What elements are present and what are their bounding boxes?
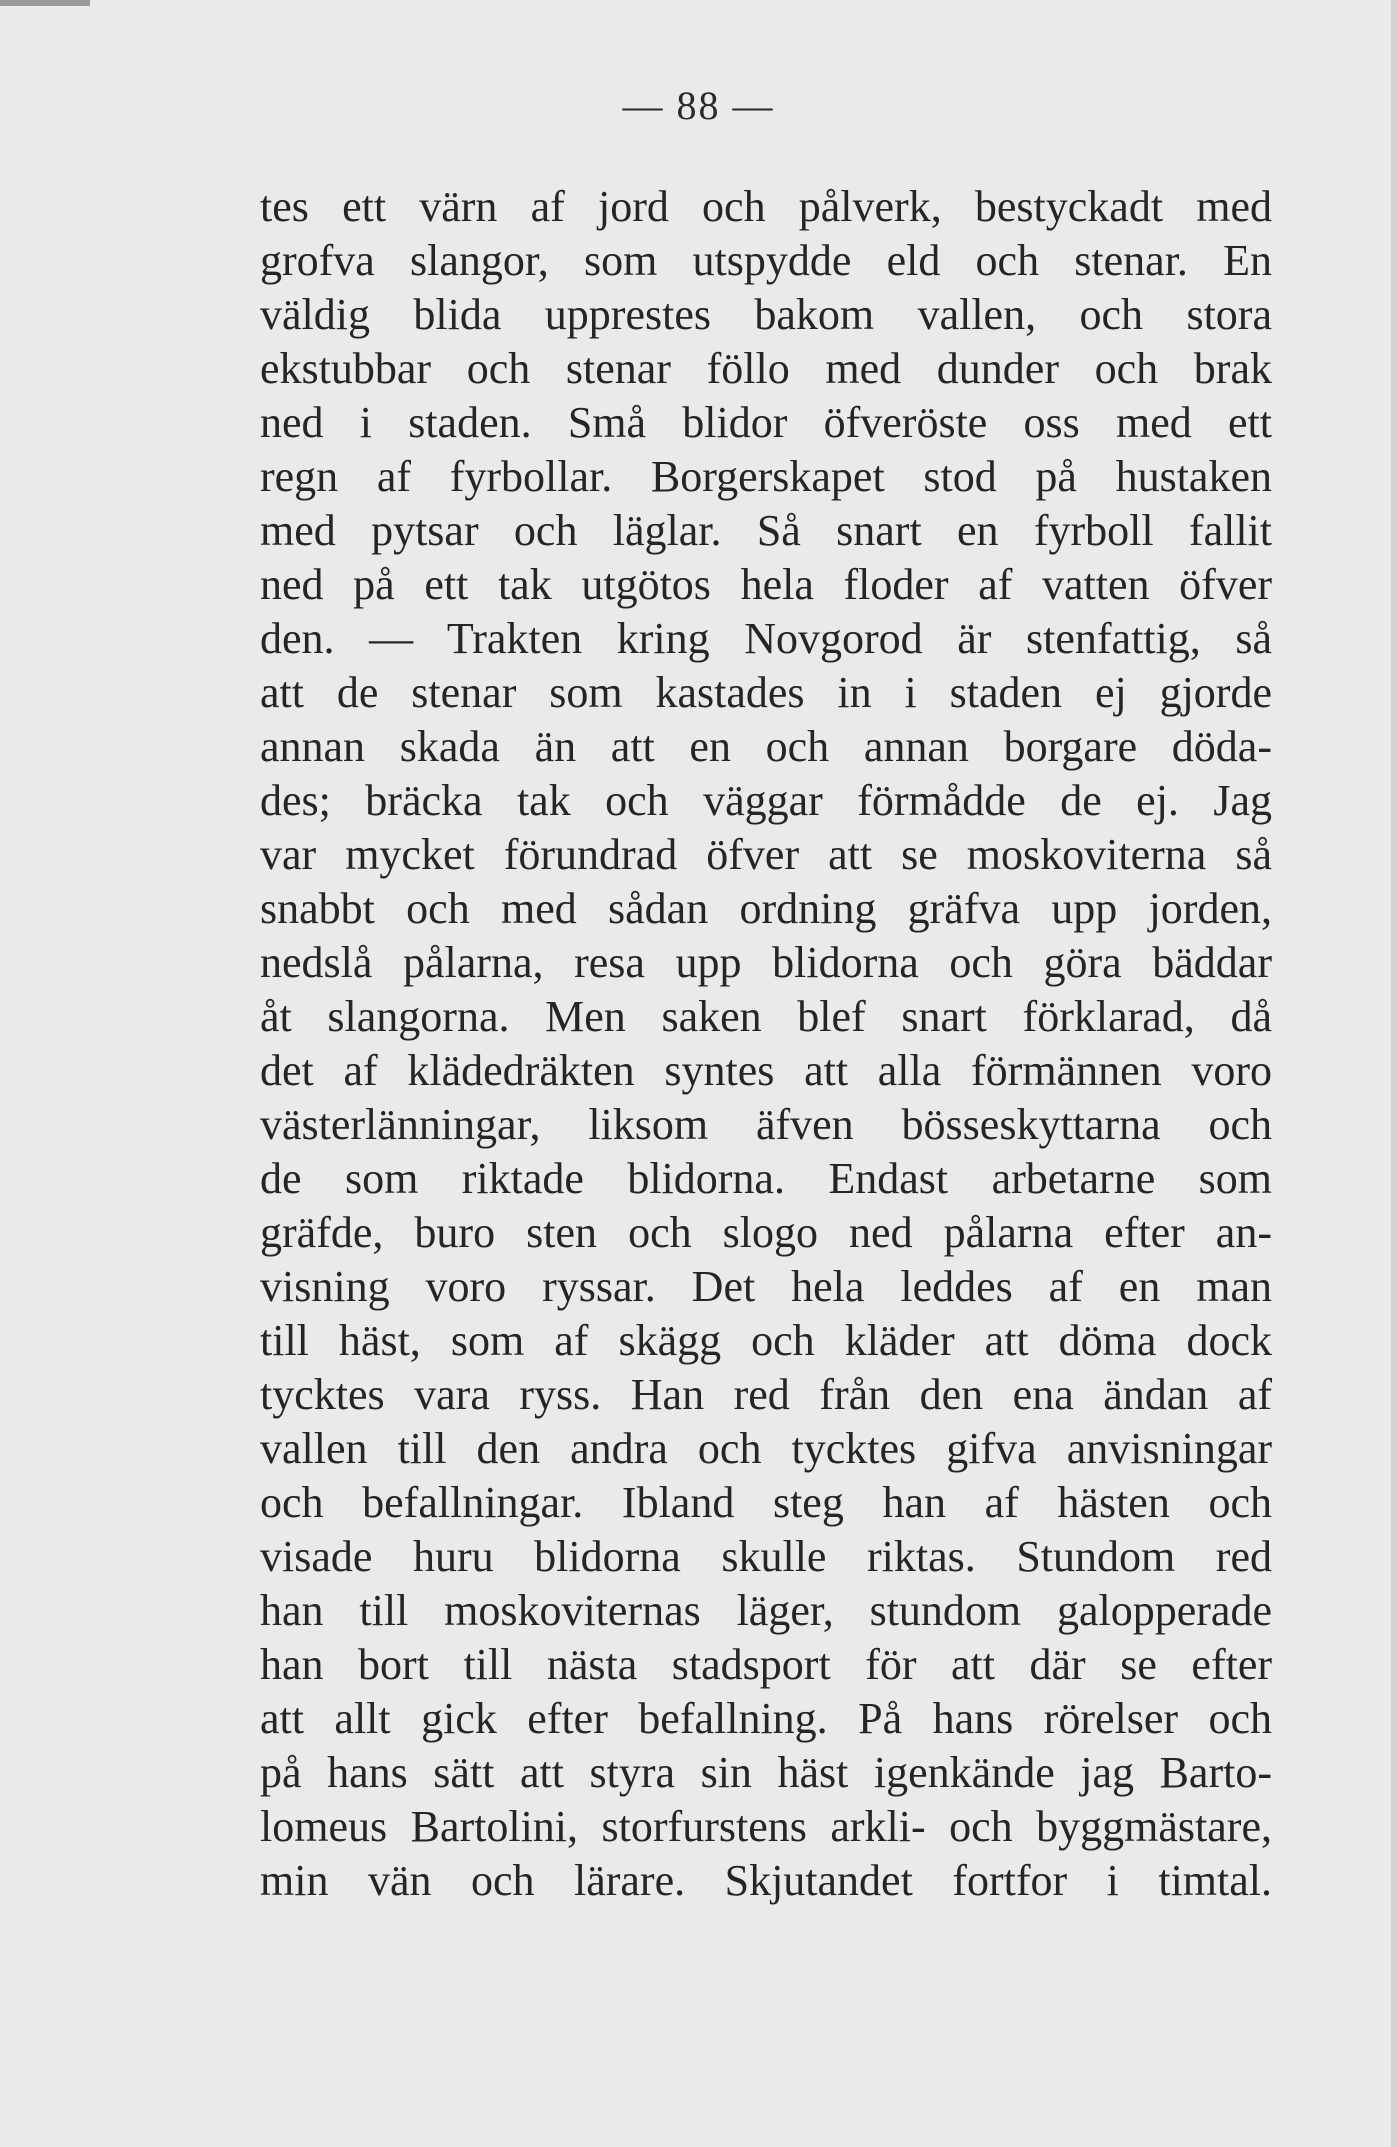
text-line: regn af fyrbollar. Borgerskapet stod på hustaken [260,452,1272,501]
text-line: ekstubbar och stenar föllo med dunder och brak [260,344,1272,393]
text-line: des; bräcka tak och väggar förmådde de ej. Jag [260,776,1272,825]
text-line: tycktes vara ryss. Han red från den ena ändan af [260,1370,1272,1419]
text-line: snabbt och med sådan ordning gräfva upp jorden, [260,884,1272,933]
text-line: han bort till nästa stadsport för att där se efter [260,1640,1272,1689]
page-number: — 88 — [622,83,775,128]
text-line: med pytsar och läglar. Så snart en fyrboll fallit [260,506,1272,555]
text-line: väldig blida upprestes bakom vallen, och stora [260,290,1272,339]
scan-edge-mark [0,0,90,6]
text-line: var mycket förundrad öfver att se moskoviterna så [260,830,1272,879]
text-line: visade huru blidorna skulle riktas. Stundom red [260,1532,1272,1581]
text-line: de som riktade blidorna. Endast arbetarne som [260,1154,1272,1203]
text-line: tes ett värn af jord och pålverk, bestyckadt med [260,182,1272,231]
text-line: nedslå pålarna, resa upp blidorna och göra bäddar [260,938,1272,987]
text-line: han till moskoviternas läger, stundom galopperade [260,1586,1272,1635]
text-line: att allt gick efter befallning. På hans rörelser och [260,1694,1272,1743]
text-line: gräfde, buro sten och slogo ned pålarna efter an- [260,1208,1272,1257]
text-line: grofva slangor, som utspydde eld och stenar. En [260,236,1272,285]
text-line: vallen till den andra och tycktes gifva anvisningar [260,1424,1272,1473]
text-line: åt slangorna. Men saken blef snart förklarad, då [260,992,1272,1041]
body-text [260,180,1272,1908]
text-line: annan skada än att en och annan borgare döda- [260,722,1272,771]
text-line: visning voro ryssar. Det hela leddes af en man [260,1262,1272,1311]
text-line: ned på ett tak utgötos hela floder af vatten öfver [260,560,1272,609]
page-edge-shadow [1391,0,1397,2147]
text-line: det af klädedräkten syntes att alla förmännen voro [260,1046,1272,1095]
text-line: ned i staden. Små blidor öfveröste oss med ett [260,398,1272,447]
text-line: på hans sätt att styra sin häst igenkände jag Barto- [260,1748,1272,1797]
text-line: lomeus Bartolini, storfurstens arkli- och byggmästare, [260,1802,1272,1851]
text-line: den. — Trakten kring Novgorod är stenfattig, så [260,614,1272,663]
text-line: västerlänningar, liksom äfven bösseskyttarna och [260,1100,1272,1149]
text-line: min vän och lärare. Skjutandet fortfor i timtal. [260,1856,1272,1905]
text-line: till häst, som af skägg och kläder att döma dock [260,1316,1272,1365]
text-line: och befallningar. Ibland steg han af hästen och [260,1478,1272,1527]
text-line: att de stenar som kastades in i staden ej gjorde [260,668,1272,717]
